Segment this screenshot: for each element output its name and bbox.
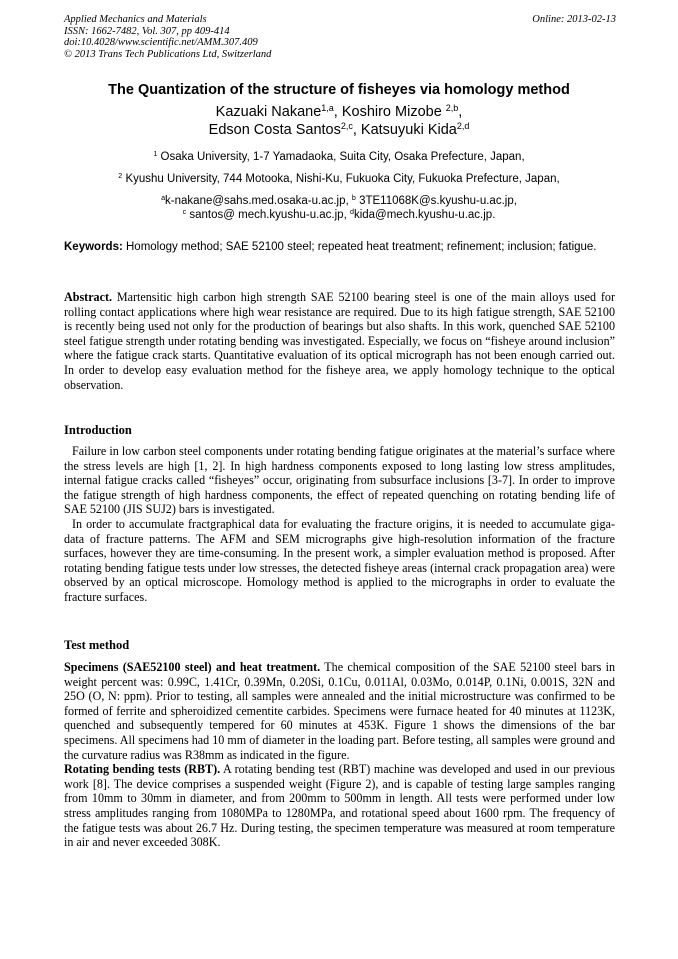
author-name: Koshiro Mizobe	[341, 104, 442, 120]
affiliation-2	[40, 172, 638, 186]
copyright-line: © 2013 Trans Tech Publications Ltd, Switzerland	[64, 48, 272, 60]
author-name: Kazuaki Nakane	[215, 104, 322, 120]
affil-sup: 1	[153, 150, 158, 159]
email-sup: c	[182, 208, 187, 217]
abstract-block	[64, 290, 615, 392]
affiliation-1	[40, 150, 638, 164]
email-line-2	[40, 208, 638, 222]
abstract-label: Abstract.	[64, 290, 113, 304]
paragraph: In order to accumulate fractgraphical data for evaluating the fracture origins, it is needed to accumulate giga-data of fracture patterns. The AFM and SEM micrographs give high-resolution information of the fracture surfaces, however they are time-consuming. In the present work, a simpler evaluation method is proposed. After rotating bending fatigue tests under low stresses, the detected fisheye areas (internal crack propagation area) were observed by an optical microscope. Homology method is applied to the micrographs in order to evaluate the fracture surfaces.	[64, 516, 615, 604]
journal-header	[64, 14, 616, 60]
keywords-block	[64, 240, 615, 256]
keywords-label: Keywords:	[64, 241, 123, 253]
doi-line: doi:10.4028/www.scientific.net/AMM.307.409	[64, 37, 258, 49]
author-name: Edson Costa Santos	[208, 122, 341, 138]
journal-name: Applied Mechanics and Materials	[64, 14, 207, 25]
email-sup: d	[349, 208, 354, 217]
author-affil-sup: 2,d	[456, 121, 470, 132]
affil-sup: 2	[118, 172, 123, 181]
paragraph	[64, 660, 615, 762]
paper-title: The Quantization of the structure of fisheyes via homology method	[108, 82, 570, 98]
author-affil-sup: 2,b	[445, 103, 459, 114]
email-line-1	[40, 194, 638, 208]
author-name: Katsuyuki Kida	[360, 122, 457, 138]
issn-line: ISSN: 1662-7482, Vol. 307, pp 409-414	[64, 25, 230, 37]
email-address: k-nakane@sahs.med.osaka-u.ac.jp,	[165, 195, 349, 207]
email-address: kida@mech.kyushu-u.ac.jp.	[353, 209, 496, 221]
abstract-text: Martensitic high carbon high strength SAE 52100 bearing steel is one of the main alloys used for rolling contact applications where high wear resistance are required. Due to its high fatigue strength, SAE 52100 is recently being used not only for the production of bearings but also shafts. In this work, quenched SAE 52100 steel fatigue strength under rotating bending was investigated. Especially, we focus on “fisheye around inclusion” where the fatigue crack starts. Quantitative evaluation of its optical micrograph has not been enough carried out. In order to develop easy evaluation method for the fisheye area, we apply homology technique to the optical observation.	[64, 290, 615, 392]
subsection-label: Rotating bending tests (RBT).	[64, 762, 221, 777]
paragraph: Failure in low carbon steel components under rotating bending fatigue originates at the material’s surface where the stress levels are high [1, 2]. In high hardness components exposed to long lasting low stress amplitudes, internal fatigue cracks called “fisheyes” occur, originating from subsurface inclusions [3-7]. In order to improve the fatigue strength of high hardness components, the effect of repeated quenching on rotating bending life of SAE 52100 (JIS SUJ2) bars is investigated.	[64, 444, 615, 517]
affil-text: Osaka University, 1-7 Yamadaoka, Suita City, Osaka Prefecture, Japan,	[160, 151, 525, 163]
author-affil-sup: 2,c	[340, 121, 353, 132]
email-address: 3TE11068K@s.kyushu-u.ac.jp,	[359, 195, 517, 207]
email-sup: a	[161, 194, 166, 203]
subsection-label: Specimens (SAE52100 steel) and heat treatment.	[64, 660, 321, 674]
paragraph	[64, 762, 615, 850]
author-affil-sup: 1,a	[321, 103, 334, 114]
section-heading-test-method: Test method	[64, 638, 130, 652]
email-address: santos@ mech.kyushu-u.ac.jp,	[189, 209, 347, 221]
section-heading-introduction: Introduction	[64, 423, 132, 437]
online-date: Online: 2013-02-13	[532, 14, 616, 25]
introduction-body	[64, 444, 615, 605]
test-method-body	[64, 660, 615, 850]
paragraph-text: The chemical composition of the SAE 52100 steel bars in weight percent was: 0.99C, 1.41Cr, 0.39Mn, 0.20Si, 0.1Cu, 0.011Al, 0.03Mo, 0.014P, 0.1Ni, 0.001S, 32N and 25O (O, N: ppm). Prior to testing, all samples were annealed and the initial microstructure was confirmed to be formed of ferrite and spheroidized cementite carbides. Specimens were furnace heated for 40 minutes at 1123K, quenched and subsequently tempered for 60 minutes at 453K. Figure 1 shows the dimensions of the bar specimens. All specimens had 10 mm of diameter in the loading part. Before testing, all samples were ground and the curvature radius was R38mm as indicated in the figure.	[64, 660, 616, 762]
affil-text: Kyushu University, 744 Motooka, Nishi-Ku, Fukuoka City, Fukuoka Prefecture, Japan,	[125, 173, 560, 185]
email-sup: b	[351, 194, 356, 203]
paragraph-text: A rotating bending test (RBT) machine was developed and used in our previous work [8]. The device comprises a suspended weight (Figure 2), and is capable of testing large samples ranging from 10mm to 30mm in diameter, and from 200mm to 500mm in length. All tests were performed under low stress amplitudes ranging from 1080MPa to 1280MPa, and rotational speed about 1600 rpm. The frequency of the fatigue tests was about 26.7 Hz. During testing, the specimen temperature was measured at room temperature in air and never exceeded 308K.	[64, 762, 615, 850]
keywords-text: Homology method; SAE 52100 steel; repeated heat treatment; refinement; inclusion; fatigue.	[126, 241, 597, 253]
author-list: Kazuaki Nakane$^{1,a}$, Koshiro Mizobe $^{2,b}$, Edson Costa Santos$^{2,c}$, Katsuyuki Kida$^{2,d}$	[208, 103, 470, 138]
